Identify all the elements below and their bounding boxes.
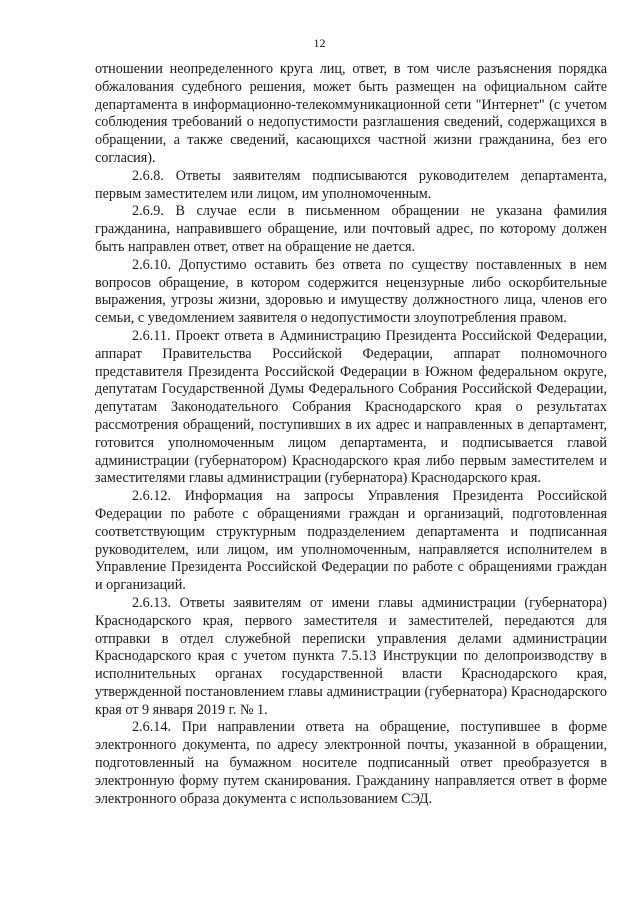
paragraph-continuation: отношении неопределенного круга лиц, ответ, в том числе разъяснения порядка обжалования судебного решения, может быть размещен на официальном сайте департамента в информационно-телекоммуникационной сети "Интернет" (с учетом соблюдения требований о недопустимости разглашения сведений, содержащихся в обращении, а также сведений, касающихся частной жизни гражданина, без его согласия).	[95, 61, 607, 166]
paragraph-2-6-13: 2.6.13. Ответы заявителям от имени главы администрации (губернатора) Краснодарского края, первого заместителя и заместителей, передаются для отправки в отдел служебной переписки управления делами администрации Краснодарского края с учетом пункта 7.5.13 Инструкции по делопроизводству в исполнительных органах государственной власти Краснодарского края, утвержденной постановлением главы администрации (губернатора) Краснодарского края от 9 января 2019 г. № 1.	[95, 594, 607, 718]
page-number: 12	[313, 36, 326, 50]
paragraph-2-6-12: 2.6.12. Информация на запросы Управления Президента Российской Федерации по работе с обращениями граждан и организаций, подготовленная соответствующим структурным подразделением департамента и подписанная руководителем, или лицом, им уполномоченным, направляется исполнителем в Управление Президента Российской Федерации по работе с обращениями граждан и организаций.	[95, 488, 607, 594]
document-body	[95, 61, 607, 808]
paragraph-2-6-8: 2.6.8. Ответы заявителям подписываются руководителем департамента, первым заместителем или лицом, им уполномоченным.	[95, 167, 607, 202]
paragraph-2-6-14: 2.6.14. При направлении ответа на обращение, поступившее в форме электронного документа, по адресу электронной почты, указанной в обращении, подготовленный на бумажном носителе подписанный ответ преобразуется в электронную форму путем сканирования. Гражданину направляется ответ в форме электронного образа документа с использованием СЭД.	[95, 719, 607, 807]
paragraph-2-6-11: 2.6.11. Проект ответа в Администрацию Президента Российской Федерации, аппарат Правительства Российской Федерации, аппарат полномочного представителя Президента Российской Федерации в Южном федеральном округе, депутатам Государственной Думы Федерального Собрания Российской Федерации, депутатам Законодательного Собрания Краснодарского края о результатах рассмотрения обращений, поступивших в их адрес и направленных в департамент, готовится уполномоченным лицом департамента, и подписывается главой администрации (губернатором) Краснодарского края либо первым заместителем и заместителями главы администрации (губернатора) Краснодарского края.	[95, 327, 607, 487]
paragraph-2-6-10: 2.6.10. Допустимо оставить без ответа по существу поставленных в нем вопросов обращение, в котором содержится нецензурные либо оскорбительные выражения, угрозы жизни, здоровью и имуществу должностного лица, членов его семьи, с уведомлением заявителя о недопустимости злоупотребления правом.	[95, 256, 607, 327]
paragraph-2-6-9: 2.6.9. В случае если в письменном обращении не указана фамилия гражданина, направившего обращение, или почтовый адрес, по которому должен быть направлен ответ, ответ на обращение не дается.	[95, 203, 607, 255]
